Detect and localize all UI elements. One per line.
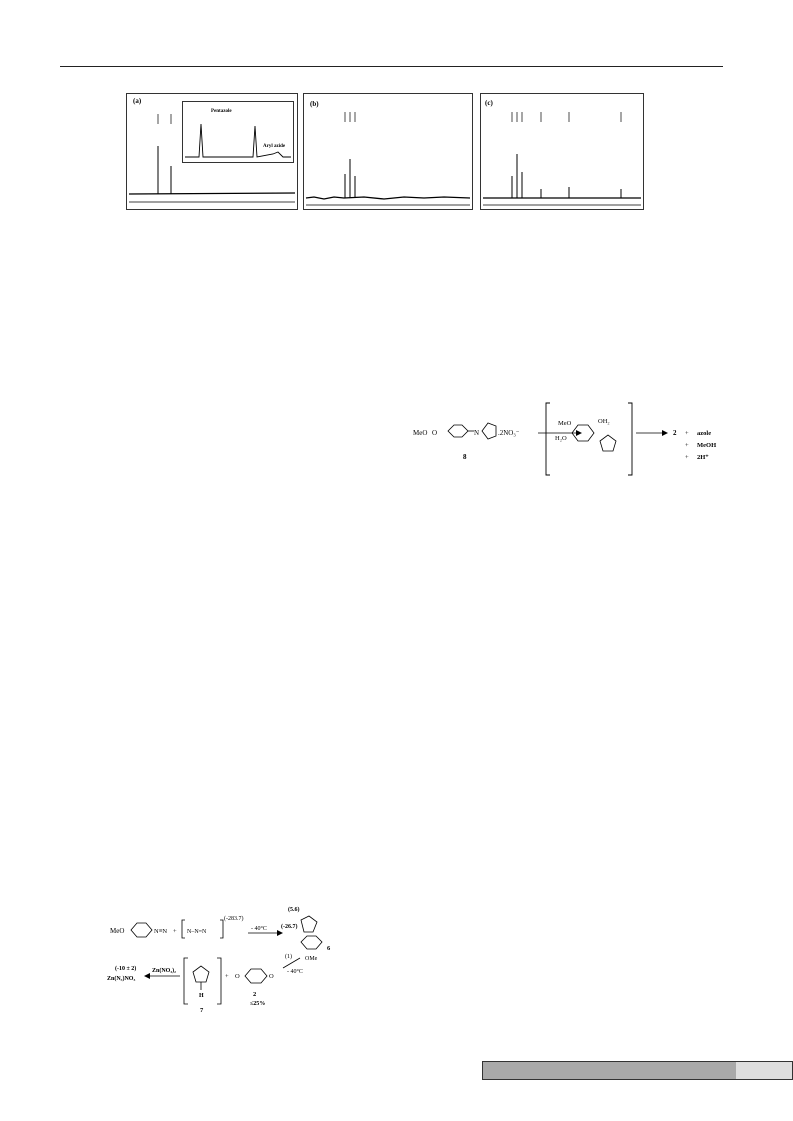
pentazole-ring-2 bbox=[600, 435, 616, 451]
azide-formula: N‒N=N bbox=[187, 929, 207, 935]
h-label: H bbox=[199, 993, 204, 999]
bracket-left bbox=[546, 403, 550, 475]
shift-b: (-26.7) bbox=[281, 924, 298, 930]
bracket-right bbox=[628, 403, 632, 475]
footer-page-box bbox=[736, 1061, 793, 1080]
spectrum-c-label: (c) bbox=[485, 99, 493, 107]
temp-label-2: - 40°C bbox=[287, 969, 303, 975]
n-atom: N bbox=[474, 429, 480, 437]
plus-2: + bbox=[685, 442, 689, 449]
temp-label-1: - 40°C bbox=[251, 926, 267, 932]
scheme-bottom-reactant: MeO bbox=[110, 927, 125, 935]
yield-label: ≤25% bbox=[250, 1001, 266, 1007]
intermediate-meo: MeO bbox=[558, 420, 572, 427]
azide-shift: (-283.7) bbox=[224, 916, 244, 922]
compound-2-label: 2 bbox=[253, 991, 257, 998]
step-label: (1) bbox=[285, 954, 292, 960]
spectrum-a-label: (a) bbox=[133, 97, 142, 105]
compound-6-label: 6 bbox=[327, 945, 331, 952]
ome-label: OMe bbox=[305, 956, 318, 962]
benzene-ring-3 bbox=[301, 936, 322, 949]
inset-title: Pentazole bbox=[211, 109, 232, 114]
pentazole-ring-3 bbox=[301, 916, 317, 932]
inset-sublabel: Aryl azide bbox=[263, 144, 286, 149]
reaction-scheme-top bbox=[410, 395, 740, 485]
plus-3: + bbox=[685, 454, 689, 461]
spectrum-c-plot bbox=[481, 94, 643, 209]
quinone-o-right: O bbox=[269, 973, 274, 980]
spectrum-a-inset bbox=[182, 101, 294, 163]
quinone-o-left: O bbox=[235, 973, 240, 980]
intermediate-oh2: OH₂ bbox=[598, 418, 610, 425]
scheme-top-reactant: MeO bbox=[413, 429, 428, 437]
compound-7-label: 7 bbox=[200, 1007, 204, 1014]
nmr-spectrum-a bbox=[126, 93, 298, 210]
product-2h: 2H⁺ bbox=[697, 454, 709, 461]
footer-bar bbox=[482, 1061, 737, 1080]
zn-reagent: Zn(NO₃)₂ bbox=[152, 968, 176, 974]
nmr-spectrum-c bbox=[480, 93, 644, 210]
quinone-ring bbox=[245, 969, 267, 983]
zn-shift: (-10 ± 2) bbox=[115, 966, 137, 972]
inset-plot bbox=[183, 102, 293, 162]
product-2-label: 2 bbox=[673, 429, 677, 437]
intermediate-h2o: H₂O bbox=[555, 435, 567, 442]
plus-5: + bbox=[225, 973, 229, 980]
diazonium: N≡N bbox=[154, 928, 168, 935]
product-meoh: MeOH bbox=[697, 442, 717, 449]
pentazole-ring-4 bbox=[193, 966, 209, 982]
plus-1: + bbox=[685, 430, 689, 437]
shift-a: (5.6) bbox=[288, 907, 300, 913]
pentazole-ring-1 bbox=[482, 423, 496, 439]
spectrum-b-label: (b) bbox=[310, 100, 319, 108]
product-azole: azole bbox=[697, 430, 712, 437]
benzene-ring-2 bbox=[131, 923, 152, 937]
reaction-scheme-bottom bbox=[105, 898, 345, 1018]
nmr-spectrum-b bbox=[303, 93, 473, 210]
header-rule bbox=[60, 66, 723, 67]
benzene-ring-1 bbox=[448, 425, 468, 437]
plus-sign-o: O bbox=[432, 429, 438, 437]
spectrum-b-plot bbox=[304, 94, 472, 209]
compound-8-label: 8 bbox=[463, 453, 467, 461]
plus-4: + bbox=[173, 928, 177, 935]
scheme-top-counterion: .2NO₃⁻ bbox=[498, 429, 520, 437]
zn-product: Zn(N₃)NO₃ bbox=[107, 976, 136, 982]
